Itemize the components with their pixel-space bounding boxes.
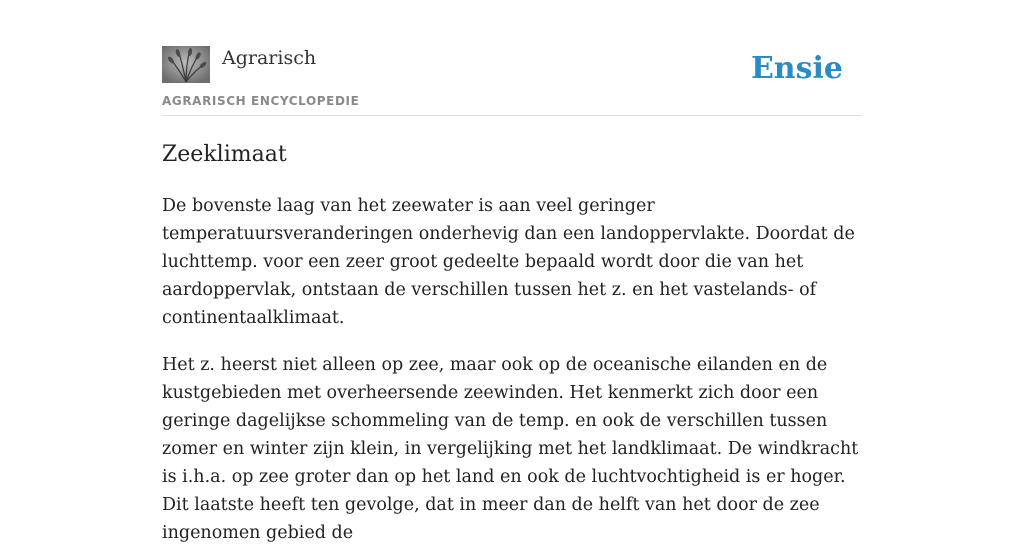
site-header xyxy=(162,46,862,116)
article-paragraph: Het z. heerst niet alleen op zee, maar ook op de oceanische eilanden en de kustgebieden met overheersende zeewinden. Het kenmerkt zich door een geringe dagelijkse schommeling van de temp. en ook de verschillen tussen zomer en winter zijn klein, in vergelijking met het landklimaat. De windkracht is i.h.a. op zee groter dan op het land en ook de luchtvochtigheid is er hoger. Dit laatste heeft ten gevolge, dat in meer dan de helft van het door de zee ingenomen gebied de xyxy=(162,355,859,543)
page xyxy=(162,0,862,547)
site-name[interactable]: Agrarisch xyxy=(222,47,317,69)
article-body xyxy=(162,192,862,547)
site-subtitle: AGRARISCH ENCYCLOPEDIE xyxy=(162,94,360,108)
wheat-logo-icon[interactable] xyxy=(162,46,210,83)
article-title: Zeeklimaat xyxy=(162,142,287,167)
article xyxy=(162,140,862,547)
ensie-logo[interactable]: Ensie xyxy=(750,51,843,86)
article-paragraph: De bovenste laag van het zeewater is aan veel geringer temperatuursveranderingen onderhevig dan een landoppervlakte. Doordat de luchttemp. voor een zeer groot gedeelte bepaald wordt door die van het aardoppervlak, ontstaan de verschillen tussen het z. en het vastelands- of continentaalklimaat. xyxy=(162,196,855,328)
